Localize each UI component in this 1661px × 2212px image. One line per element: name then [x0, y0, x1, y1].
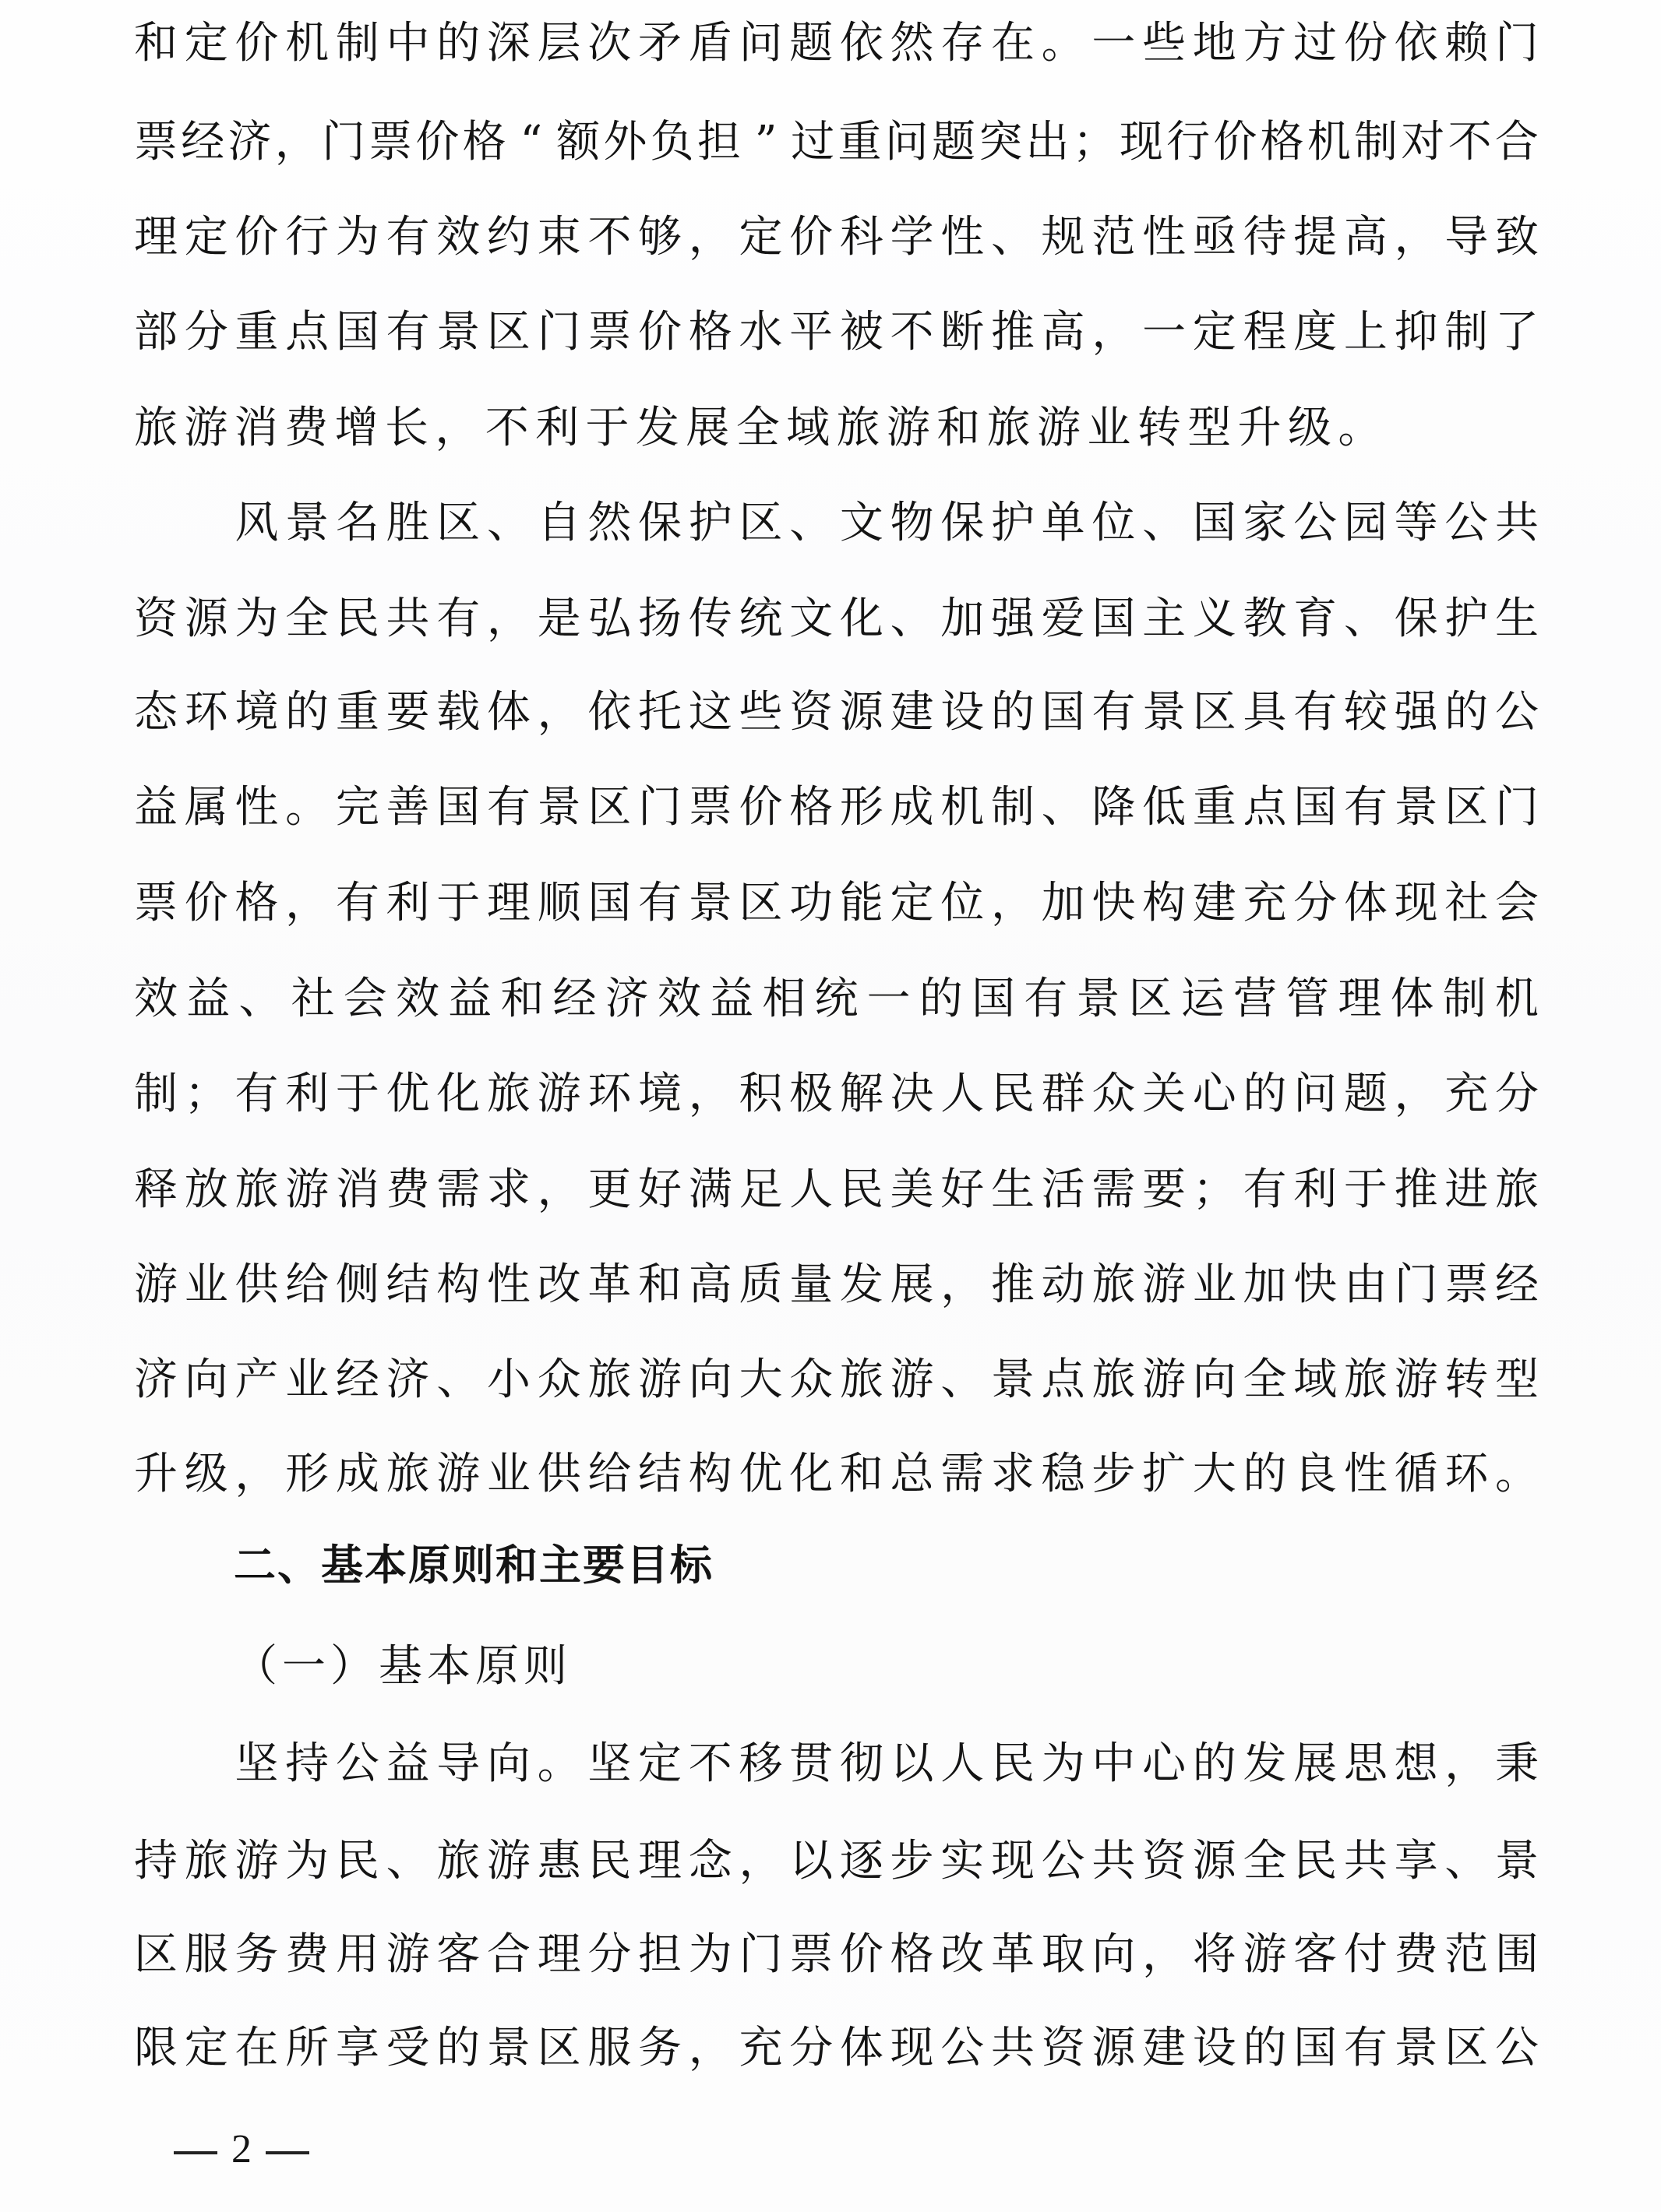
- text-line: 区 服 务 费 用 游 客 合 理 分 担 为 门 票 价 格 改 革 取 向 ， 将 游 客 付 费 范 围: [134, 1929, 1539, 1980]
- text-line: 游 业 供 给 侧 结 构 性 改 革 和 高 质 量 发 展 ， 推 动 旅 游 业 加 快 由 门 票 经: [134, 1259, 1539, 1310]
- text-line: 限 定 在 所 享 受 的 景 区 服 务 ， 充 分 体 现 公 共 资 源 建 设 的 国 有 景 区 公: [134, 2023, 1539, 2073]
- subsection-heading: （一）基本原则: [234, 1641, 572, 1692]
- text-line: 升 级 ， 形 成 旅 游 业 供 给 结 构 优 化 和 总 需 求 稳 步 扩 大 的 良 性 循 环 。: [134, 1449, 1539, 1499]
- text-line: 制 ； 有 利 于 优 化 旅 游 环 境 ， 积 极 解 决 人 民 群 众 关 心 的 问 题 ， 充 分: [134, 1069, 1539, 1119]
- text-line: 态 环 境 的 重 要 载 体 ， 依 托 这 些 资 源 建 设 的 国 有 景 区 具 有 较 强 的 公: [134, 687, 1539, 738]
- text-line: 风 景 名 胜 区 、 自 然 保 护 区 、 文 物 保 护 单 位 、 国 家 公 园 等 公 共: [235, 498, 1539, 548]
- text-line: 益 属 性 。 完 善 国 有 景 区 门 票 价 格 形 成 机 制 、 降 低 重 点 国 有 景 区 门: [134, 782, 1539, 833]
- text-line: 部 分 重 点 国 有 景 区 门 票 价 格 水 平 被 不 断 推 高 ， 一 定 程 度 上 抑 制 了: [134, 307, 1539, 358]
- page-number-value: 2: [231, 2127, 252, 2171]
- text-line: 资 源 为 全 民 共 有 ， 是 弘 扬 传 统 文 化 、 加 强 爱 国 主 义 教 育 、 保 护 生: [134, 594, 1539, 644]
- text-line: 旅 游 消 费 增 长 ， 不 利 于 发 展 全 域 旅 游 和 旅 游 业 转 型 升 级 。: [134, 403, 1382, 453]
- text-line: 持 旅 游 为 民 、 旅 游 惠 民 理 念 ， 以 逐 步 实 现 公 共 资 源 全 民 共 享 、 景: [134, 1836, 1539, 1886]
- page-number-dash-left: [174, 2151, 217, 2154]
- text-line: 和 定 价 机 制 中 的 深 层 次 矛 盾 问 题 依 然 存 在 。 一 些 地 方 过 份 依 赖 门: [134, 18, 1539, 69]
- page-number: [160, 2126, 323, 2173]
- text-line: 济 向 产 业 经 济 、 小 众 旅 游 向 大 众 旅 游 、 景 点 旅 游 向 全 域 旅 游 转 型: [134, 1354, 1539, 1405]
- text-line: 票 经 济 ， 门 票 价 格 “ 额 外 负 担 ” 过 重 问 题 突 出 ； 现 行 价 格 机 制 对 不 合: [134, 117, 1539, 167]
- text-line: 票 价 格 ， 有 利 于 理 顺 国 有 景 区 功 能 定 位 ， 加 快 构 建 充 分 体 现 社 会: [134, 878, 1539, 928]
- page-number-dash-right: [266, 2151, 309, 2154]
- section-heading: 二、基本原则和主要目标: [234, 1541, 714, 1590]
- text-line: 效 益 、 社 会 效 益 和 经 济 效 益 相 统 一 的 国 有 景 区 运 营 管 理 体 制 机: [134, 974, 1539, 1024]
- text-line: 释 放 旅 游 消 费 需 求 ， 更 好 满 足 人 民 美 好 生 活 需 要 ； 有 利 于 推 进 旅: [134, 1164, 1539, 1215]
- text-line: 理 定 价 行 为 有 效 约 束 不 够 ， 定 价 科 学 性 、 规 范 性 亟 待 提 高 ， 导 致: [134, 212, 1539, 262]
- text-line: 坚 持 公 益 导 向 。 坚 定 不 移 贯 彻 以 人 民 为 中 心 的 发 展 思 想 ， 秉: [235, 1738, 1539, 1789]
